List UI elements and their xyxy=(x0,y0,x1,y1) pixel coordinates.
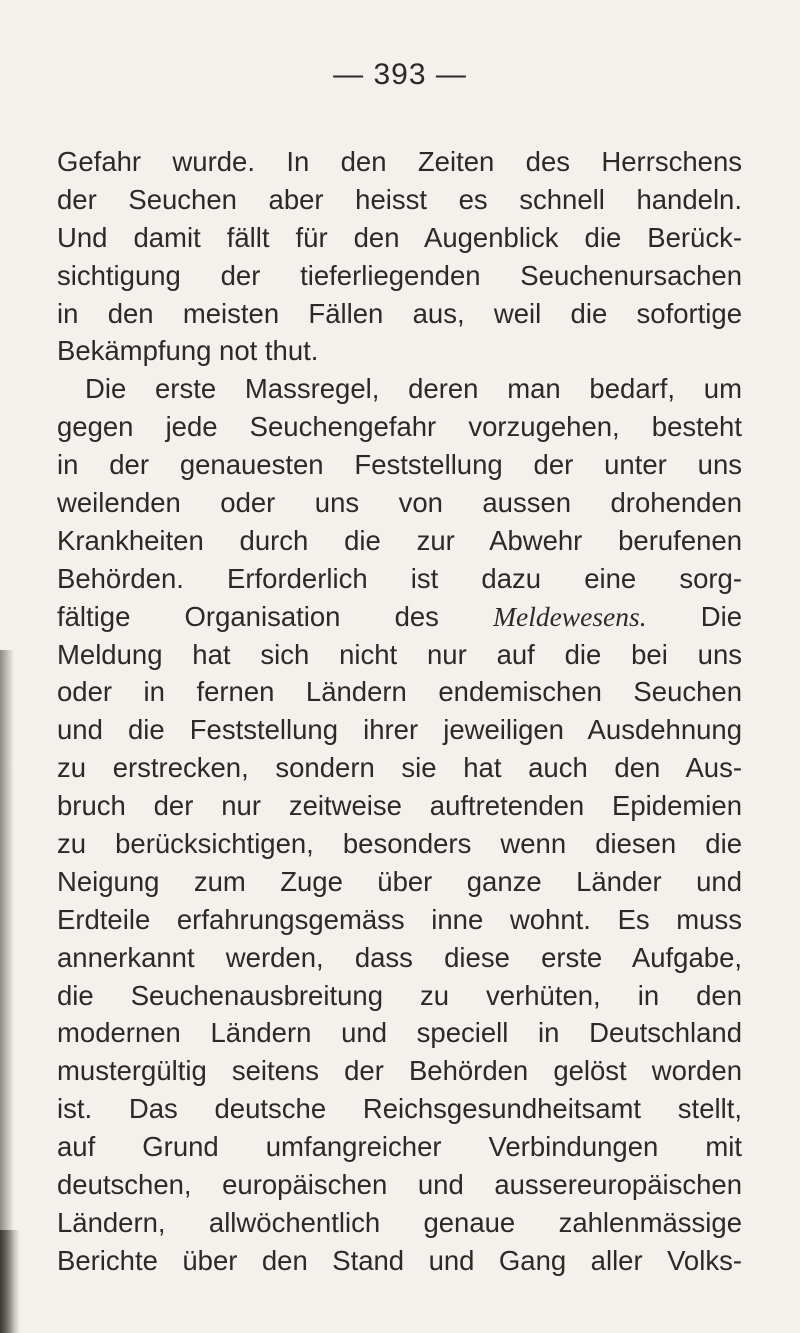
text-line: auf Grund umfangreicher Verbindungen mit xyxy=(57,1131,742,1163)
text-line: der Seuchen aber heisst es schnell handeln. xyxy=(57,183,742,215)
text-segment: fältige Organisation des xyxy=(57,600,494,632)
text-line: die Seuchenausbreitung zu verhüten, in den xyxy=(57,979,742,1011)
text-line: deutschen, europäischen und aussereuropäischen xyxy=(57,1169,742,1201)
body-text xyxy=(57,143,742,1280)
text-line: Berichte über den Stand und Gang aller Volks- xyxy=(57,1244,742,1276)
text-line: oder in fernen Ländern endemischen Seuchen xyxy=(57,676,742,708)
text-line: Ländern, allwöchentlich genaue zahlenmässige xyxy=(57,1206,742,1238)
page-number: — 393 — xyxy=(333,58,467,91)
text-line: Meldung hat sich nicht nur auf die bei uns xyxy=(57,638,742,670)
text-line: sichtigung der tieferliegenden Seuchenursachen xyxy=(57,259,742,291)
text-line: Bekämpfung not thut. xyxy=(57,335,319,367)
text-line: gegen jede Seuchengefahr vorzugehen, besteht xyxy=(57,411,742,443)
text-line: in der genauesten Feststellung der unter uns xyxy=(57,449,742,481)
text-line: Gefahr wurde. In den Zeiten des Herrschens xyxy=(57,146,742,177)
text-line: zu erstrecken, sondern sie hat auch den Aus- xyxy=(57,752,742,784)
text-line: bruch der nur zeitweise auftretenden Epidemien xyxy=(57,790,742,822)
text-line: Neigung zum Zuge über ganze Länder und xyxy=(57,865,742,897)
text-line: modernen Ländern und speciell in Deutschland xyxy=(57,1017,742,1049)
text-line: Behörden. Erforderlich ist dazu eine sorg- xyxy=(57,562,742,594)
page-edge-shadow xyxy=(0,1230,20,1333)
text-line: weilenden oder uns von aussen drohenden xyxy=(57,487,742,519)
text-line: Erdteile erfahrungsgemäss inne wohnt. Es muss xyxy=(57,903,742,935)
text-line: in den meisten Fällen aus, weil die sofortige xyxy=(57,297,742,329)
text-line: Und damit fällt für den Augenblick die Berück- xyxy=(57,221,742,253)
text-line: Krankheiten durch die zur Abwehr berufenen xyxy=(57,524,742,556)
text-line: und die Feststellung ihrer jeweiligen Ausdehnung xyxy=(57,714,742,746)
text-line: mustergültig seitens der Behörden gelöst worden xyxy=(57,1055,742,1087)
text-line: ist. Das deutsche Reichsgesundheitsamt stellt, xyxy=(57,1093,742,1125)
text-line: zu berücksichtigen, besonders wenn diesen die xyxy=(57,828,742,860)
italic-term: Meldewesens. xyxy=(493,600,647,632)
text-line: Die erste Massregel, deren man bedarf, um xyxy=(85,373,742,405)
text-segment: Die xyxy=(646,600,742,632)
text-line: annerkannt werden, dass diese erste Aufgabe, xyxy=(57,941,742,973)
text-line xyxy=(57,598,742,636)
